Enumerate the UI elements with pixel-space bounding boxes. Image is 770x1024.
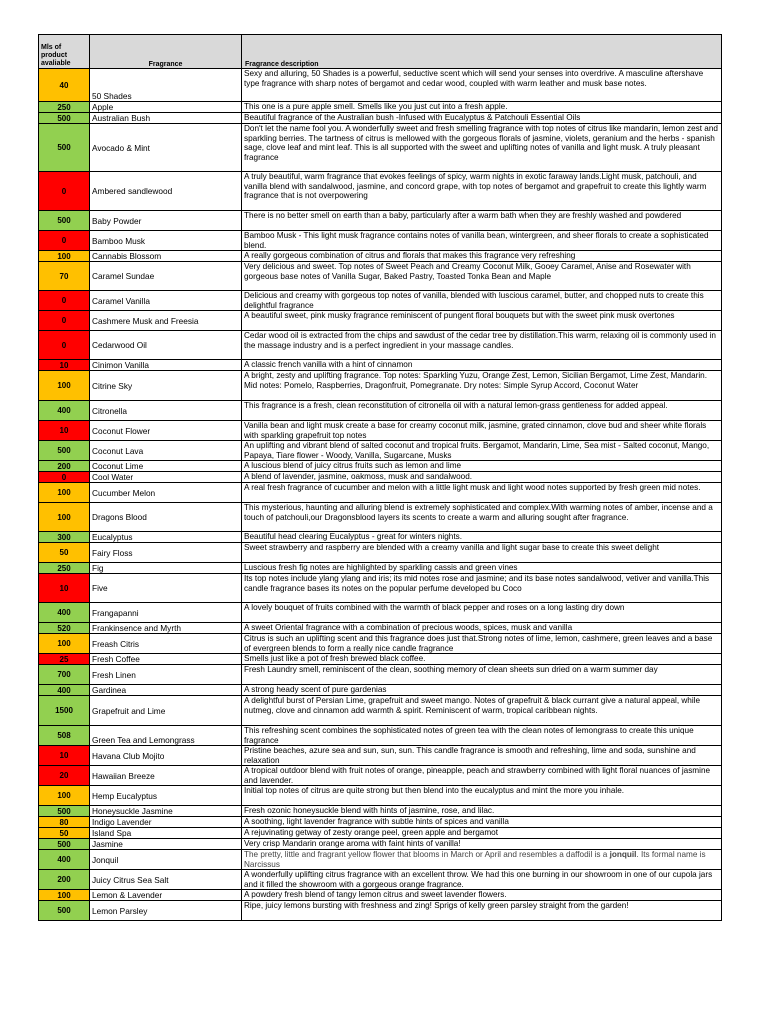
table-row xyxy=(39,401,722,421)
description-cell: A lovely bouquet of fruits combined with the warmth of black pepper and roses on a long lasting dry down xyxy=(242,603,722,623)
table-row xyxy=(39,532,722,543)
fragrance-name-cell: Bamboo Musk xyxy=(90,231,242,251)
qty-cell: 500 xyxy=(39,441,90,461)
description-cell: Fresh Laundry smell, reminiscent of the clean, soothing memory of clean sheets sun dried on a warm summer day xyxy=(242,665,722,685)
description-cell: A wonderfully uplifting citrus fragrance with an excellent throw. We had this one burning in our showroom in one of our cupola jars and it filled the showroom with a gorgeous orange fragrance. xyxy=(242,870,722,890)
description-cell: Very delicious and sweet. Top notes of Sweet Peach and Creamy Coconut Milk, Gooey Caramel, Anise and Rosewater with gorgeous base notes of Vanilla Sugar, Baked Pastry, Toasted Tonka Bean and Maple xyxy=(242,262,722,291)
qty-cell: 500 xyxy=(39,806,90,817)
description-cell: A powdery fresh blend of tangy lemon citrus and sweet lavender flowers. xyxy=(242,890,722,901)
table-row xyxy=(39,311,722,331)
description-cell: Smells just like a pot of fresh brewed black coffee. xyxy=(242,654,722,665)
fragrance-name-cell: Coconut Flower xyxy=(90,421,242,441)
fragrance-name-cell: Cool Water xyxy=(90,472,242,483)
fragrance-name-cell: Fig xyxy=(90,563,242,574)
qty-cell: 25 xyxy=(39,654,90,665)
fragrance-name-cell: Citrine Sky xyxy=(90,371,242,401)
fragrance-name-cell: Avocado & Mint xyxy=(90,124,242,172)
qty-cell: 10 xyxy=(39,360,90,371)
qty-cell: 250 xyxy=(39,102,90,113)
description-cell: A delightful burst of Persian Lime, grapefruit and sweet mango. Notes of grapefruit & black currant give a natural appeal, while nutmeg, clove and cinnamon add warmth & spirit. Reminiscent of warm, tropical caribbean nights. xyxy=(242,696,722,726)
qty-cell: 100 xyxy=(39,890,90,901)
qty-cell: 100 xyxy=(39,503,90,532)
fragrance-name-cell: 50 Shades xyxy=(90,69,242,102)
table-row xyxy=(39,839,722,850)
fragrance-name-cell: Fairy Floss xyxy=(90,543,242,563)
table-row xyxy=(39,726,722,746)
description-cell: Bamboo Musk - This light musk fragrance contains notes of vanilla bean, wintergreen, and sheer florals to create a sophisticated blend. xyxy=(242,231,722,251)
qty-cell: 0 xyxy=(39,172,90,211)
fragrance-name-cell: Citronella xyxy=(90,401,242,421)
description-cell: A tropical outdoor blend with fruit notes of orange, pineapple, peach and strawberry combined with light floral nuances of jasmine and lavender. xyxy=(242,766,722,786)
qty-cell: 100 xyxy=(39,634,90,654)
qty-cell: 100 xyxy=(39,786,90,806)
qty-cell: 500 xyxy=(39,839,90,850)
table-row xyxy=(39,331,722,360)
header-fragrance: Fragrance xyxy=(90,35,242,69)
table-row xyxy=(39,623,722,634)
table-row xyxy=(39,421,722,441)
fragrance-name-cell: Freash Citris xyxy=(90,634,242,654)
qty-cell: 508 xyxy=(39,726,90,746)
header-qty: Mls of product avaliable xyxy=(39,35,90,69)
fragrance-name-cell: Fresh Coffee xyxy=(90,654,242,665)
table-row xyxy=(39,806,722,817)
table-row xyxy=(39,828,722,839)
description-bold-term: jonquil xyxy=(609,850,637,859)
table-row xyxy=(39,251,722,262)
table-row xyxy=(39,901,722,921)
qty-cell: 50 xyxy=(39,828,90,839)
description-cell: This fragrance is a fresh, clean reconstitution of citronella oil with a natural lemon-grass gentleness for added appeal. xyxy=(242,401,722,421)
table-row xyxy=(39,665,722,685)
qty-cell: 100 xyxy=(39,251,90,262)
description-cell: A rejuvinating getway of zesty orange peel, green apple and bergamot xyxy=(242,828,722,839)
description-cell: Vanilla bean and light musk create a base for creamy coconut milk, jasmine, grated cinnamon, clove bud and sheer white florals with sparkling grapefruit top notes xyxy=(242,421,722,441)
description-text: The pretty, little and fragrant yellow flower that blooms in March or April and resembles a daffodil is a xyxy=(244,850,610,859)
table-row xyxy=(39,574,722,603)
table-row xyxy=(39,113,722,124)
fragrance-name-cell: Five xyxy=(90,574,242,603)
table-row xyxy=(39,483,722,503)
description-cell: Cedar wood oil is extracted from the chips and sawdust of the cedar tree by distillation.This warm, relaxing oil is commonly used in the massage industry and is a perfect ingredient in your massage candles. xyxy=(242,331,722,360)
fragrance-name-cell: Jonquil xyxy=(90,850,242,870)
table-row xyxy=(39,654,722,665)
qty-cell: 520 xyxy=(39,623,90,634)
description-cell: A sweet Oriental fragrance with a combination of precious woods, spices, musk and vanilla xyxy=(242,623,722,634)
table-row xyxy=(39,211,722,231)
description-cell: Pristine beaches, azure sea and sun, sun, sun. This candle fragrance is smooth and refreshing, lime and soda, sunshine and relaxation xyxy=(242,746,722,766)
fragrance-name-cell: Grapefruit and Lime xyxy=(90,696,242,726)
table-row xyxy=(39,441,722,461)
qty-cell: 500 xyxy=(39,113,90,124)
qty-cell: 100 xyxy=(39,371,90,401)
fragrance-name-cell: Caramel Vanilla xyxy=(90,291,242,311)
table-row xyxy=(39,543,722,563)
fragrance-name-cell: Hawaiian Breeze xyxy=(90,766,242,786)
description-cell: A beautiful sweet, pink musky fragrance reminiscent of pungent floral bouquets but with the sweet pink musk overtones xyxy=(242,311,722,331)
fragrance-name-cell: Coconut Lava xyxy=(90,441,242,461)
fragrance-name-cell: Cinimon Vanilla xyxy=(90,360,242,371)
qty-cell: 250 xyxy=(39,563,90,574)
fragrance-name-cell: Fresh Linen xyxy=(90,665,242,685)
description-cell: Citrus is such an uplifting scent and this fragrance does just that.Strong notes of lime, lemon, cashmere, green leaves and a base of evergreen blends to form a really nice candle fragrance xyxy=(242,634,722,654)
description-cell: A soothing, light lavender fragrance with subtle hints of spices and vanilla xyxy=(242,817,722,828)
description-cell: This mysterious, haunting and alluring blend is extremely sophisticated and complex.With warming notes of amber, incense and a touch of patchouli,our Dragonsblood layers its scents to create a warm and alluring sought after fragrance. xyxy=(242,503,722,532)
table-row xyxy=(39,461,722,472)
description-cell xyxy=(242,850,722,870)
table-row xyxy=(39,472,722,483)
table-row xyxy=(39,696,722,726)
table-row xyxy=(39,124,722,172)
fragrance-name-cell: Jasmine xyxy=(90,839,242,850)
qty-cell: 300 xyxy=(39,532,90,543)
fragrance-name-cell: Havana Club Mojito xyxy=(90,746,242,766)
description-cell: Very crisp Mandarin orange aroma with faint hints of vanilla! xyxy=(242,839,722,850)
table-row xyxy=(39,746,722,766)
table-row xyxy=(39,231,722,251)
qty-cell: 500 xyxy=(39,901,90,921)
description-cell: This refreshing scent combines the sophisticated notes of green tea with the clean notes of lemongrass to create this unique fragrance xyxy=(242,726,722,746)
description-cell: A strong heady scent of pure gardenias xyxy=(242,685,722,696)
table-row xyxy=(39,685,722,696)
header-description: Fragrance description xyxy=(242,35,722,69)
fragrance-name-cell: Juicy Citrus Sea Salt xyxy=(90,870,242,890)
qty-cell: 200 xyxy=(39,870,90,890)
qty-cell: 10 xyxy=(39,574,90,603)
description-cell: Fresh ozonic honeysuckle blend with hints of jasmine, rose, and lilac. xyxy=(242,806,722,817)
fragrance-name-cell: Indigo Lavender xyxy=(90,817,242,828)
description-cell: Beautiful head clearing Eucalyptus - great for winters nights. xyxy=(242,532,722,543)
description-cell: Ripe, juicy lemons bursting with freshness and zing! Sprigs of kelly green parsley straight from the garden! xyxy=(242,901,722,921)
fragrance-name-cell: Cedarwood Oil xyxy=(90,331,242,360)
fragrance-name-cell: Honeysuckle Jasmine xyxy=(90,806,242,817)
fragrance-name-cell: Island Spa xyxy=(90,828,242,839)
qty-cell: 1500 xyxy=(39,696,90,726)
qty-cell: 400 xyxy=(39,685,90,696)
qty-cell: 0 xyxy=(39,472,90,483)
table-row xyxy=(39,817,722,828)
qty-cell: 500 xyxy=(39,211,90,231)
table-row xyxy=(39,172,722,211)
qty-cell: 10 xyxy=(39,746,90,766)
qty-cell: 0 xyxy=(39,331,90,360)
table-row xyxy=(39,634,722,654)
fragrance-name-cell: Australian Bush xyxy=(90,113,242,124)
description-cell: Sweet strawberry and raspberry are blended with a creamy vanilla and light sugar base to create this sweet delight xyxy=(242,543,722,563)
table-row xyxy=(39,371,722,401)
fragrance-table xyxy=(38,34,722,921)
qty-cell: 40 xyxy=(39,69,90,102)
description-cell: This one is a pure apple smell. Smells like you just cut into a fresh apple. xyxy=(242,102,722,113)
description-cell: A luscious blend of juicy citrus fruits such as lemon and lime xyxy=(242,461,722,472)
fragrance-name-cell: Ambered sandlewood xyxy=(90,172,242,211)
table-row xyxy=(39,870,722,890)
table-row xyxy=(39,262,722,291)
table-row xyxy=(39,360,722,371)
table-row xyxy=(39,890,722,901)
fragrance-name-cell: Dragons Blood xyxy=(90,503,242,532)
table-row xyxy=(39,766,722,786)
qty-cell: 100 xyxy=(39,483,90,503)
fragrance-name-cell: Lemon & Lavender xyxy=(90,890,242,901)
description-cell: A real fresh fragrance of cucumber and melon with a little light musk and light wood notes supported by fresh green mid notes. xyxy=(242,483,722,503)
fragrance-name-cell: Apple xyxy=(90,102,242,113)
qty-cell: 50 xyxy=(39,543,90,563)
fragrance-name-cell: Cashmere Musk and Freesia xyxy=(90,311,242,331)
description-cell: Delicious and creamy with gorgeous top notes of vanilla, blended with luscious caramel, butter, and chopped nuts to create this delightful fragrance xyxy=(242,291,722,311)
qty-cell: 400 xyxy=(39,603,90,623)
table-row xyxy=(39,563,722,574)
fragrance-name-cell: Baby Powder xyxy=(90,211,242,231)
description-cell: A truly beautiful, warm fragrance that evokes feelings of spicy, warm nights in exotic faraway lands.Light musk, patchouli, and vanilla blend with sandalwood, jasmine, and concord grape, with top notes of bergamot and grapefruit to create this lightly warm fragrance that is not overpowering xyxy=(242,172,722,211)
description-cell: Its top notes include ylang ylang and iris; its mid notes rose and jasmine; and its base notes sandalwood, vetiver and vanilla.This candle fragrance bases its notes on the popular perfume developed bu Coco xyxy=(242,574,722,603)
description-cell: A really gorgeous combination of citrus and florals that makes this fragrance very refreshing xyxy=(242,251,722,262)
fragrance-name-cell: Coconut Lime xyxy=(90,461,242,472)
description-cell: Don't let the name fool you. A wonderfully sweet and fresh smelling fragrance with top notes of citrus like mandarin, lemon zest and sparkling berries. The tartness of citrus is mellowed with the gorgeous florals of jasmine, violets, geranium and the herbs - spanish sage, clove leaf and mint leaf. This is all supported with the sweet and uplifting notes of vanilla and light musk. A truly pleasant fragrance xyxy=(242,124,722,172)
qty-cell: 0 xyxy=(39,291,90,311)
qty-cell: 400 xyxy=(39,850,90,870)
description-cell: Luscious fresh fig notes are highlighted by sparkling cassis and green vines xyxy=(242,563,722,574)
fragrance-name-cell: Caramel Sundae xyxy=(90,262,242,291)
table-row xyxy=(39,69,722,102)
qty-cell: 0 xyxy=(39,311,90,331)
description-cell: Sexy and alluring, 50 Shades is a powerful, seductive scent which will send your senses into overdrive. A masculine aftershave type fragrance with sharp notes of bergamot and cedar wood, coupled with warm leather and musk base notes. xyxy=(242,69,722,102)
table-row xyxy=(39,102,722,113)
description-cell: An uplifting and vibrant blend of salted coconut and tropical fruits. Bergamot, Mandarin, Lime, Sea mist - Salted coconut, Mango, Papaya, Tiare flower - Woody, Vanilla, Sugarcane, Musks xyxy=(242,441,722,461)
qty-cell: 700 xyxy=(39,665,90,685)
fragrance-name-cell: Gardinea xyxy=(90,685,242,696)
fragrance-name-cell: Lemon Parsley xyxy=(90,901,242,921)
description-cell: A bright, zesty and uplifting fragrance. Top notes: Sparkling Yuzu, Orange Zest, Lemon, Sicilian Bergamot, Lime Zest, Mandarin. Mid notes: Pomelo, Raspberries, Dragonfruit, Pomegranate. Dry notes: Simple Syrup Accord, Coconut Water xyxy=(242,371,722,401)
description-cell: There is no better smell on earth than a baby, particularly after a warm bath when they are freshly washed and powdered xyxy=(242,211,722,231)
qty-cell: 400 xyxy=(39,401,90,421)
fragrance-name-cell: Frankinsence and Myrth xyxy=(90,623,242,634)
table-row xyxy=(39,291,722,311)
fragrance-name-cell: Eucalyptus xyxy=(90,532,242,543)
fragrance-name-cell: Cucumber Melon xyxy=(90,483,242,503)
table-row xyxy=(39,786,722,806)
fragrance-name-cell: Green Tea and Lemongrass xyxy=(90,726,242,746)
fragrance-name-cell: Hemp Eucalyptus xyxy=(90,786,242,806)
qty-cell: 10 xyxy=(39,421,90,441)
qty-cell: 70 xyxy=(39,262,90,291)
description-cell: Initial top notes of citrus are quite strong but then blend into the eucalyptus and mint the more you inhale. xyxy=(242,786,722,806)
description-cell: Beautiful fragrance of the Australian bush -Infused with Eucalyptus & Patchouli Essential Oils xyxy=(242,113,722,124)
description-cell: A blend of lavender, jasmine, oakmoss, musk and sandalwood. xyxy=(242,472,722,483)
table-row xyxy=(39,850,722,870)
table-row xyxy=(39,603,722,623)
fragrance-name-cell: Frangapanni xyxy=(90,603,242,623)
description-text: . Its formal name is Narcissus xyxy=(244,850,706,869)
qty-cell: 200 xyxy=(39,461,90,472)
qty-cell: 20 xyxy=(39,766,90,786)
qty-cell: 80 xyxy=(39,817,90,828)
qty-cell: 500 xyxy=(39,124,90,172)
description-cell: A classic french vanilla with a hint of cinnamon xyxy=(242,360,722,371)
fragrance-name-cell: Cannabis Blossom xyxy=(90,251,242,262)
qty-cell: 0 xyxy=(39,231,90,251)
table-row xyxy=(39,503,722,532)
header-row xyxy=(39,35,722,69)
